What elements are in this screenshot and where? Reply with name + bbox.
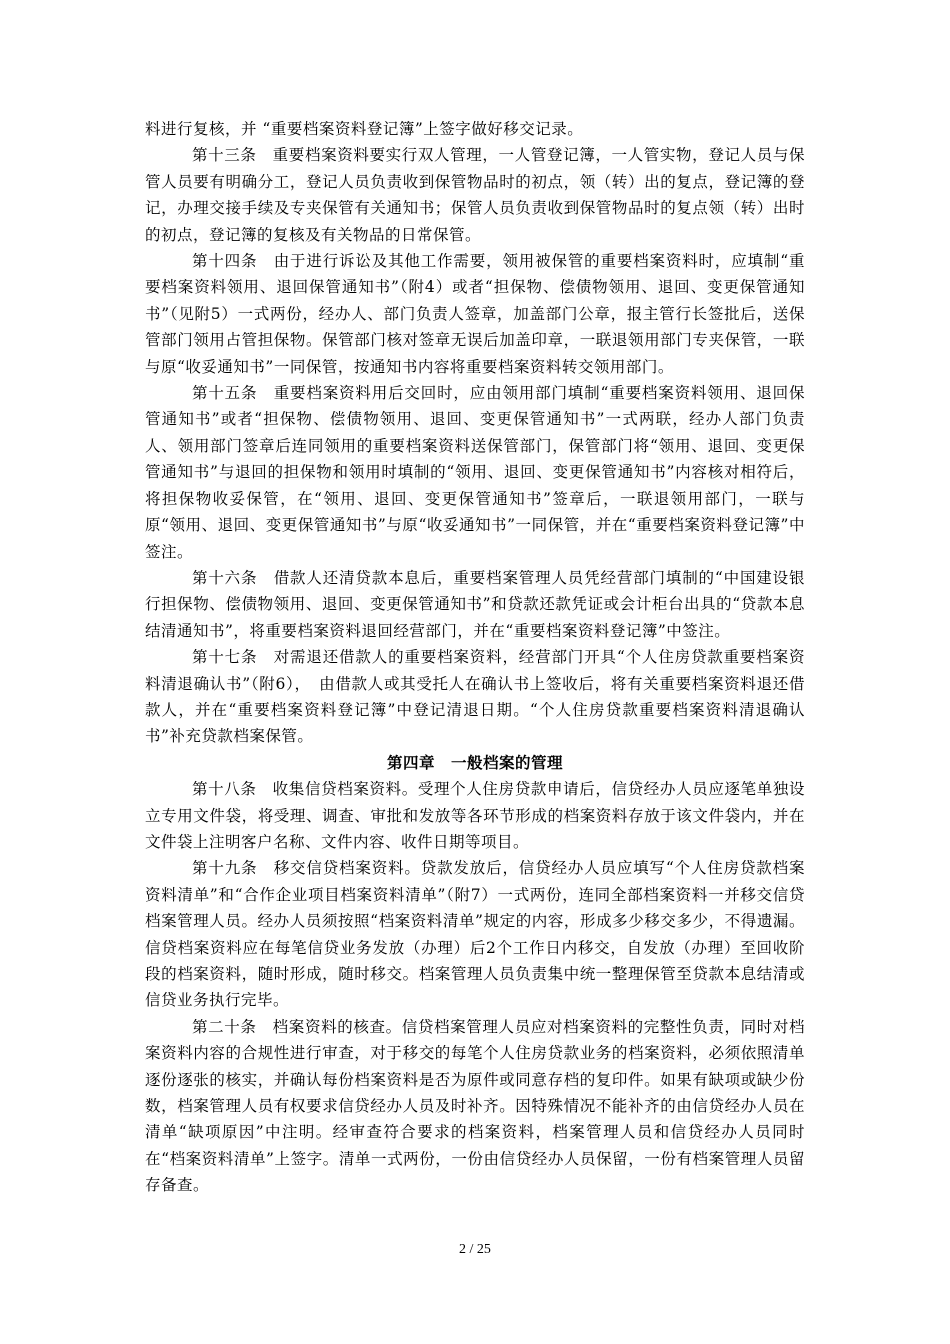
page-number: 2 / 25 (459, 1242, 491, 1257)
article-18: 第十八条 收集信贷档案资料。受理个人住房贷款申请后，信贷经办人员应逐笔单独设立专用文件袋，将受理、调查、审批和发放等各环节形成的档案资料存放于该文件袋内，并在文件袋上注明客户名称、文件内容、收件日期等项目。 (145, 780, 805, 851)
article-20: 第二十条 档案资料的核查。信贷档案管理人员应对档案资料的完整性负责，同时对档案资料内容的合规性进行审查，对于移交的每笔个人住房贷款业务的档案资料，必须依照清单逐份逐张的核实，并确认每份档案资料是否为原件或同意存档的复印件。如果有缺项或缺少份数，档案管理人员有权要求信贷经办人员及时补齐。因特殊情况不能补齐的由信贷经办人员在清单“缺项原因”中注明。经审查符合要求的档案资料，档案管理人员和信贷经办人员同时在“档案资料清单”上签字。清单一式两份，一份由信贷经办人员保留，一份有档案管理人员留存备查。 (145, 1017, 805, 1195)
chapter-heading: 第四章 一般档案的管理 (386, 752, 563, 772)
document-body (145, 116, 805, 1199)
article-13: 第十三条 重要档案资料要实行双人管理，一人管登记簿，一人管实物，登记人员与保管人员要有明确分工，登记人员负责收到保管物品时的初点，领（转）出的复点，登记簿的登记，办理交接手续及专夹保管有关通知书；保管人员负责收到保管物品时的复点领（转）出时的初点，登记簿的复核及有关物品的日常保管。 (145, 146, 805, 244)
article-15: 第十五条 重要档案资料用后交回时，应由领用部门填制“重要档案资料领用、退回保管通知书”或者“担保物、偿债物领用、退回、变更保管通知书”一式两联，经办人部门负责人、领用部门签章后连同领用的重要档案资料送保管部门，保管部门将“领用、退回、变更保管通知书”与退回的担保物和领用时填制的“领用、退回、变更保管通知书”内容核对相符后，将担保物收妥保管，在“领用、退回、变更保管通知书”签章后，一联退领用部门，一联与原“领用、退回、变更保管通知书”与原“收妥通知书”一同保管，并在“重要档案资料登记簿”中签注。 (145, 384, 805, 561)
article-16: 第十六条 借款人还清贷款本息后，重要档案管理人员凭经营部门填制的“中国建设银行担保物、偿债物领用、退回、变更保管通知书”和贷款还款凭证或会计柜台出具的“贷款本息结清通知书”，将重要档案资料退回经营部门，并在“重要档案资料登记簿”中签注。 (145, 568, 805, 640)
article-19: 第十九条 移交信贷档案资料。贷款发放后，信贷经办人员应填写“个人住房贷款档案资料清单”和“合作企业项目档案资料清单”（附7）一式两份，连同全部档案资料一并移交信贷档案管理人员。经办人员须按照“档案资料清单”规定的内容，形成多少移交多少，不得遗漏。信贷档案资料应在每笔信贷业务发放（办理）后2个工作日内移交，自发放（办理）至回收阶段的档案资料，随时形成，随时移交。档案管理人员负责集中统一整理保管至贷款本息结清或信贷业务执行完毕。 (145, 859, 805, 1010)
paragraph-continuation: 料进行复核，并 “重要档案资料登记簿”上签字做好移交记录。 (145, 120, 584, 138)
article-17: 第十七条 对需退还借款人的重要档案资料，经营部门开具“个人住房贷款重要档案资料清退确认书”（附6）， 由借款人或其受托人在确认书上签收后，将有关重要档案资料退还借款人，并在“重要档案资料登记簿”中登记清退日期。“个人住房贷款重要档案资料清退确认书”补充贷款档案保管。 (145, 648, 805, 746)
article-14: 第十四条 由于进行诉讼及其他工作需要，领用被保管的重要档案资料时，应填制“重要档案资料领用、退回保管通知书”（附4）或者“担保物、偿债物领用、退回、变更保管通知书”（见附5）一式两份，经办人、部门负责人签章，加盖部门公章，报主管行长签批后，送保管部门领用占管担保物。保管部门核对签章无误后加盖印章，一联退领用部门专夹保管，一联与原“收妥通知书”一同保管，按通知书内容将重要档案资料转交领用部门。 (145, 252, 805, 376)
